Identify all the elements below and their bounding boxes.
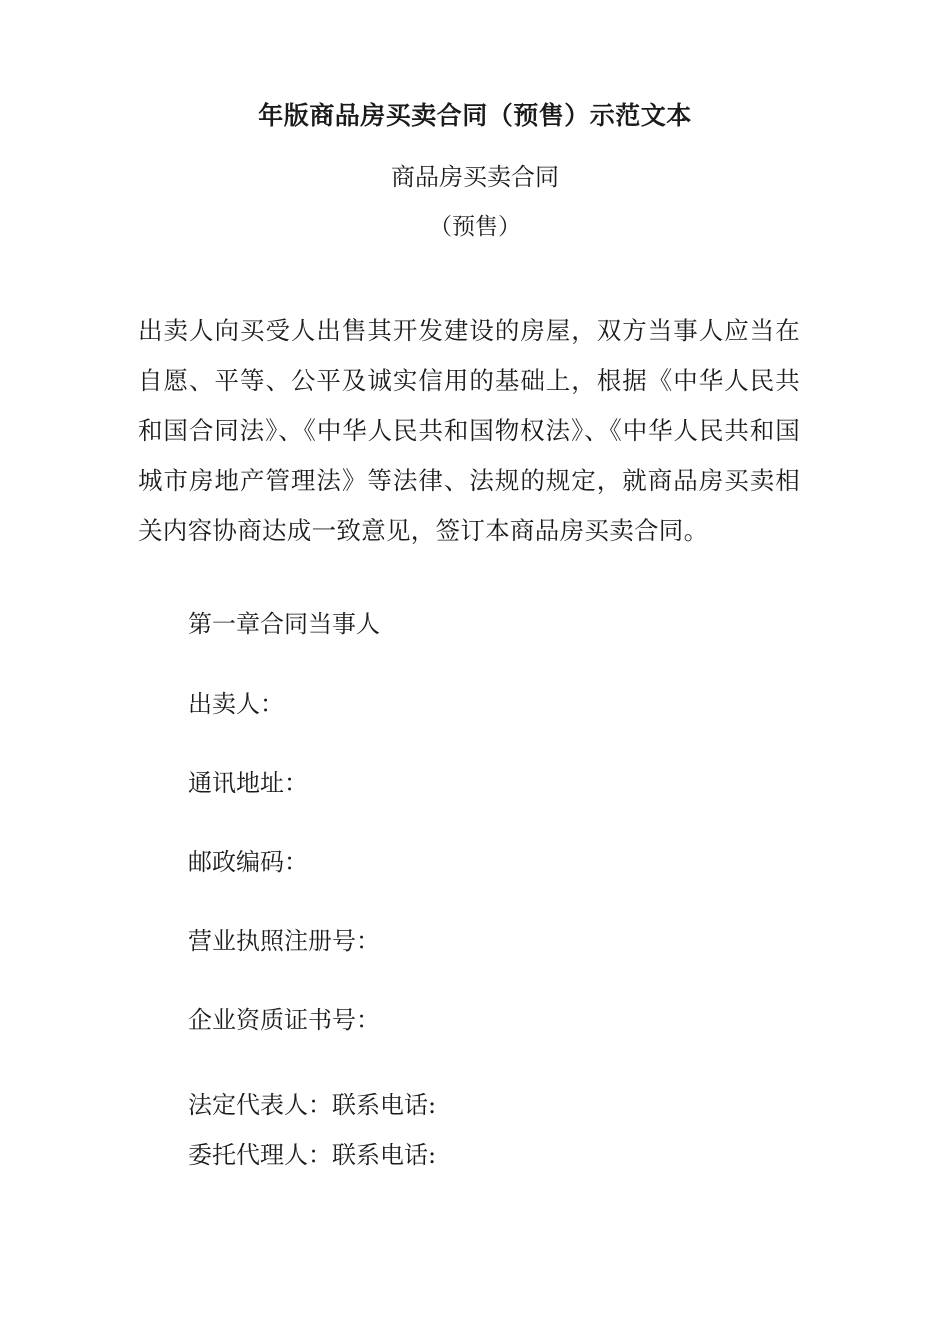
qualification-cert-label: 企业资质证书号： [188,1006,380,1034]
legal-rep-label: 法定代表人：联系电话: [188,1091,437,1119]
agent-label: 委托代理人：联系电话: [188,1141,437,1169]
document-title: 年版商品房买卖合同（预售）示范文本 [258,101,692,130]
postal-code-label: 邮政编码： [188,848,308,876]
intro-paragraph: 出卖人向买受人出售其开发建设的房屋，双方当事人应当在自愿、平等、公平及诚实信用的基础上，根据《中华人民共和国合同法》、《中华人民共和国物权法》、《中华人民共和国城市房地产管理法》等法律、法规的规定，就商品房买卖相关内容协商达成一致意见，签订本商品房买卖合同。 [138,316,800,545]
seller-label: 出卖人： [188,690,284,718]
contract-name: 商品房买卖合同 [391,163,559,191]
chapter-heading: 第一章合同当事人 [188,610,380,638]
business-license-label: 营业执照注册号： [188,927,380,955]
address-label: 通讯地址： [188,769,308,797]
contract-type-note: （预售） [429,214,521,240]
